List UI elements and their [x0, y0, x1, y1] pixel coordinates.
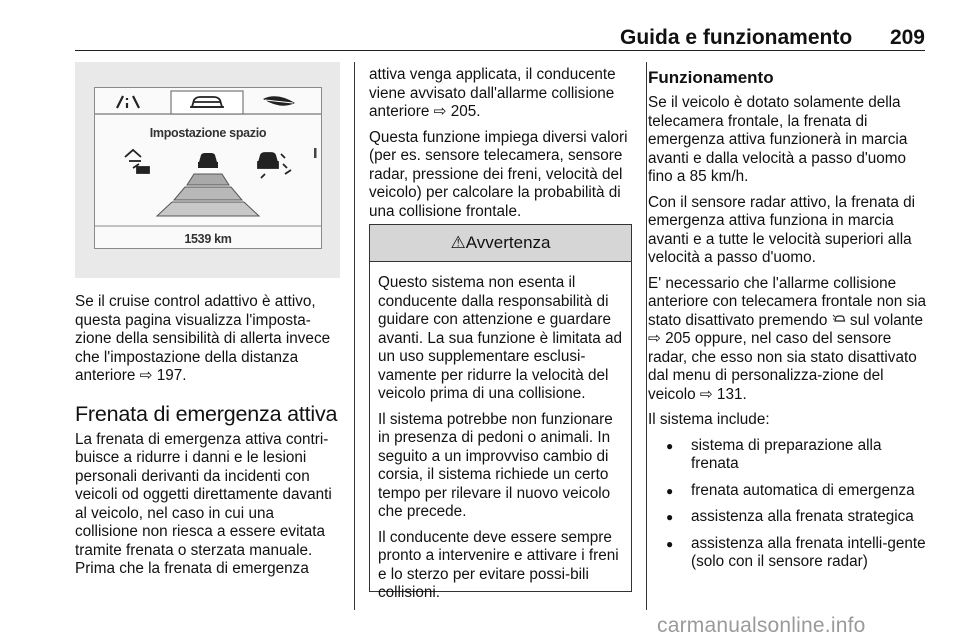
distance-bars [157, 174, 259, 216]
display-illustration [75, 62, 340, 278]
column-divider-1 [354, 62, 355, 610]
list-item: ● assistenza alla frenata intelli-gente (solo con il sensore radar) [648, 535, 928, 572]
warning-paragraph: Il sistema potrebbe non funzionare in presenza di pedoni o animali. In seguito a un improvviso cambio di corsia, il sistema richiede un certo tempo per rilevare il nuovo veicolo che precede. [378, 410, 613, 520]
warning-paragraph: Questo sistema non esenta il conducente dalla responsabilità di guidare con attenzione e guardare avanti. La sua funzione è limitata ad un uso supplementare esclusi-vamente per ridurre la velocità del veicolo prima di una collisione. [378, 274, 623, 402]
paragraph-part: E' necessario che l'allarme collisione anteriore con telecamera frontale non sia stato disattivato premendo [648, 274, 927, 329]
warning-paragraph: Il conducente deve essere sempre pronto a intervenire e attivare i freni e lo sterzo per evitare possi-bili collisioni. [378, 528, 619, 601]
column-divider-2 [646, 62, 647, 610]
section-heading: Frenata di emergenza attiva [75, 401, 338, 426]
warning-header [370, 225, 631, 262]
leaf-icon [263, 96, 295, 105]
paragraph: attiva venga applicata, il conducente viene avvisato dall'allarme collisione anteriore ⇨ 205. [369, 66, 616, 120]
paragraph [648, 275, 928, 405]
list-item: ● assistenza alla frenata strategica [648, 508, 928, 527]
paragraph: La frenata di emergenza attiva contri-buisce a ridurre i danni e le lesioni personali derivanti da incidenti con veicoli od oggetti direttamente davanti al veicolo, nel caso in cui una collisione non riesca a essere evitata tramite frenata o sterzata manuale. Prima che la frenata di emergenza [75, 430, 332, 577]
warning-triangle-icon: ⚠ [450, 233, 466, 252]
collision-alert-button-icon [832, 313, 846, 325]
scroll-marker [314, 148, 317, 158]
section-title: Guida e funzionamento [620, 26, 853, 49]
collision-warning-icon [258, 153, 291, 178]
watermark: carmanualsonline.info [657, 614, 866, 637]
paragraph: Il sistema include: [648, 411, 770, 428]
lane-icon [117, 96, 139, 108]
car-icon [198, 153, 218, 168]
paragraph: Questa funzione impiega diversi valori (per es. sensore telecamera, sensore radar, pressione dei freni, velocità del veicolo) per calcolare la probabilità di una collisione frontale. [369, 128, 628, 220]
paragraph: Con il sensore radar attivo, la frenata di emergenza attiva funziona in marcia avanti e a tutte le velocità superiori alla velocità a passo d'uomo. [648, 193, 915, 266]
odometer-reading: 1539 km [184, 232, 232, 246]
column-1-text [75, 293, 340, 586]
paragraph: Se il veicolo è dotato solamente della telecamera frontale, la frenata di emergenza attiva funzionerà in marcia avanti e dalla velocità a passo d'uomo fino a 85 km/h. [648, 94, 908, 185]
info-display-screen [94, 87, 322, 249]
paragraph-part: sul volante ⇨ 205 oppure, nel caso del sensore radar, che esso non sia stato disattivato dal menu di personalizza-zione del veicolo ⇨ 131. [648, 311, 924, 403]
feature-list [648, 437, 928, 572]
following-distance-icon [125, 150, 149, 173]
subsection-heading: Funzionamento [648, 68, 774, 87]
display-graphics [95, 88, 321, 248]
column-2-text [369, 66, 632, 228]
header-rule [75, 50, 925, 51]
list-item: ● sistema di preparazione alla frenata [648, 437, 928, 474]
warning-box [369, 224, 632, 601]
warning-body [370, 262, 631, 603]
column-3-text [648, 67, 928, 580]
paragraph: Se il cruise control adattivo è attivo, questa pagina visualizza l'imposta-zione della sensibilità di allerta invece che l'impostazione della distanza anteriore ⇨ 197. [75, 293, 331, 384]
screen-title: Impostazione spazio [149, 126, 267, 140]
warning-title: Avvertenza [465, 233, 551, 252]
page-number: 209 [889, 26, 925, 49]
list-item: ● frenata automatica di emergenza [648, 482, 928, 501]
